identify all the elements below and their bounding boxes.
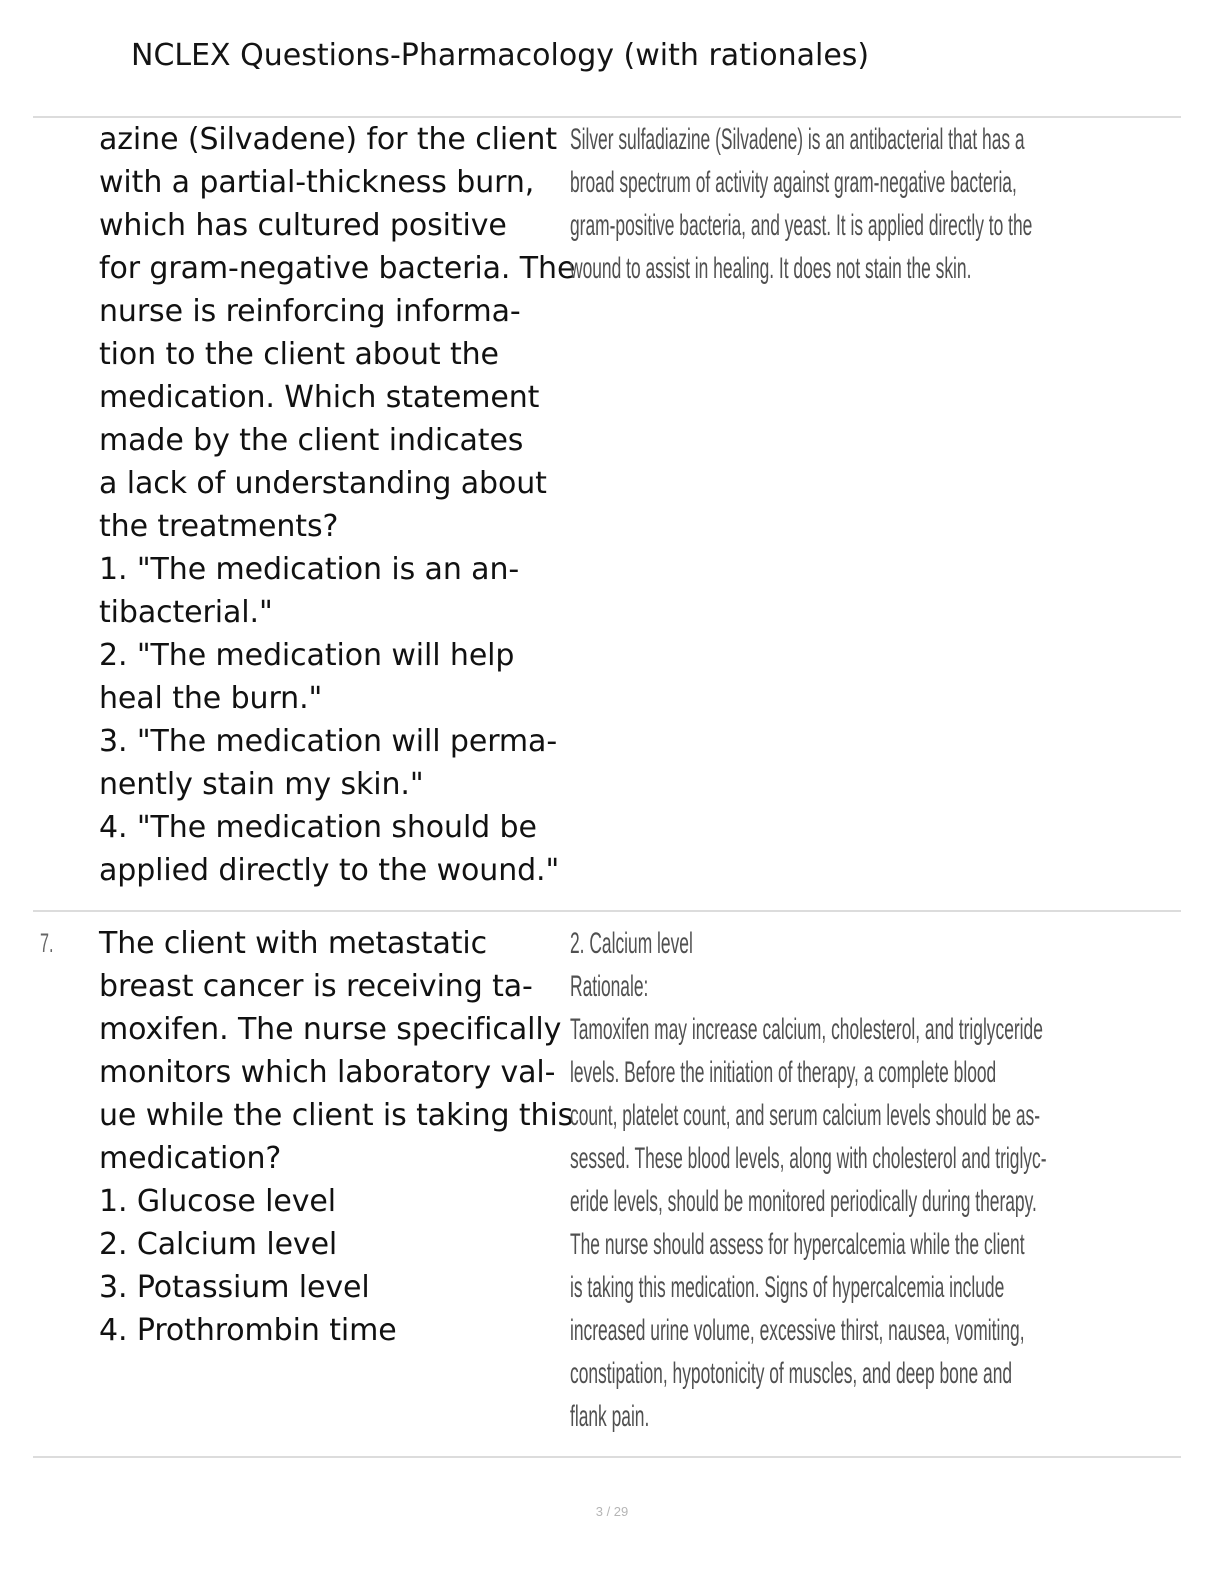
question-number: 7. bbox=[40, 928, 54, 958]
question-line: moxifen. The nurse specifically bbox=[99, 1012, 562, 1047]
rationale-text bbox=[570, 118, 1162, 290]
correct-answer: 2. Calcium level bbox=[570, 927, 693, 960]
question-line: with a partial-thickness burn, bbox=[99, 165, 535, 200]
rationale-line: wound to assist in healing. It does not stain the skin. bbox=[570, 252, 972, 285]
question-line: a lack of understanding about bbox=[99, 466, 547, 501]
answer-option: applied directly to the wound." bbox=[99, 853, 560, 888]
rationale-label: Rationale: bbox=[570, 970, 649, 1003]
question-line: ue while the client is taking this bbox=[99, 1098, 574, 1133]
answer-option: 1. Glucose level bbox=[99, 1184, 336, 1219]
document-title: NCLEX Questions-Pharmacology (with rationales) bbox=[131, 38, 870, 73]
question-line: nurse is reinforcing informa- bbox=[99, 294, 521, 329]
rationale-line: flank pain. bbox=[570, 1400, 650, 1433]
flashcard-tamoxifen bbox=[33, 922, 1181, 1452]
question-line: tion to the client about the bbox=[99, 337, 499, 372]
card-divider bbox=[33, 1456, 1181, 1458]
answer-option: 3. "The medication will perma- bbox=[99, 724, 558, 759]
rationale-line: sessed. These blood levels, along with cholesterol and triglyc- bbox=[570, 1142, 1047, 1175]
question-line: The client with metastatic bbox=[99, 926, 488, 961]
rationale-line: levels. Before the initiation of therapy, a complete blood bbox=[570, 1056, 997, 1089]
answer-option: heal the burn." bbox=[99, 681, 323, 716]
question-line: which has cultured positive bbox=[99, 208, 507, 243]
question-text bbox=[99, 118, 576, 892]
answer-option: nently stain my skin." bbox=[99, 767, 424, 802]
answer-option: 1. "The medication is an an- bbox=[99, 552, 520, 587]
question-line: medication. Which statement bbox=[99, 380, 540, 415]
rationale-line: Silver sulfadiazine (Silvadene) is an antibacterial that has a bbox=[570, 123, 1025, 156]
rationale-line: constipation, hypotonicity of muscles, and deep bone and bbox=[570, 1357, 1013, 1390]
question-line: made by the client indicates bbox=[99, 423, 524, 458]
rationale-line: count, platelet count, and serum calcium levels should be as- bbox=[570, 1099, 1041, 1132]
question-line: medication? bbox=[99, 1141, 282, 1176]
answer-option: tibacterial." bbox=[99, 595, 273, 630]
rationale-line: eride levels, should be monitored periodically during therapy. bbox=[570, 1185, 1037, 1218]
answer-option: 4. Prothrombin time bbox=[99, 1313, 397, 1348]
question-line: the treatments? bbox=[99, 509, 339, 544]
question-line: azine (Silvadene) for the client bbox=[99, 122, 557, 157]
rationale-line: gram-positive bacteria, and yeast. It is applied directly to the bbox=[570, 209, 1033, 242]
question-line: monitors which laboratory val- bbox=[99, 1055, 556, 1090]
rationale-line: The nurse should assess for hypercalcemia while the client bbox=[570, 1228, 1025, 1261]
flashcard-silvadene bbox=[33, 118, 1181, 908]
question-line: for gram-negative bacteria. The bbox=[99, 251, 576, 286]
card-divider bbox=[33, 910, 1181, 912]
question-text bbox=[99, 922, 574, 1352]
rationale-line: is taking this medication. Signs of hypercalcemia include bbox=[570, 1271, 1005, 1304]
rationale-text bbox=[570, 922, 1162, 1438]
rationale-line: Tamoxifen may increase calcium, cholesterol, and triglyceride bbox=[570, 1013, 1043, 1046]
answer-option: 3. Potassium level bbox=[99, 1270, 370, 1305]
answer-option: 2. Calcium level bbox=[99, 1227, 338, 1262]
rationale-line: increased urine volume, excessive thirst, nausea, vomiting, bbox=[570, 1314, 1025, 1347]
answer-option: 4. "The medication should be bbox=[99, 810, 537, 845]
page-number: 3 / 29 bbox=[595, 1504, 629, 1519]
question-line: breast cancer is receiving ta- bbox=[99, 969, 533, 1004]
rationale-line: broad spectrum of activity against gram-negative bacteria, bbox=[570, 166, 1017, 199]
answer-option: 2. "The medication will help bbox=[99, 638, 515, 673]
